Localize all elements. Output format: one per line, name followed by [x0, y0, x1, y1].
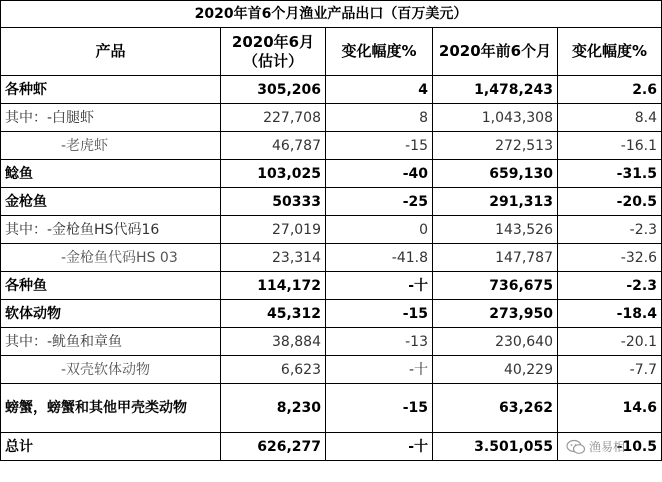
row-change-2: 14.6 [558, 384, 662, 433]
table-row [1, 76, 662, 104]
row-june: 626,277 [221, 433, 326, 461]
header-change-2: 变化幅度% [558, 28, 662, 76]
row-change-1: -十 [326, 356, 433, 384]
row-name: -金枪鱼代码HS 03 [1, 244, 221, 272]
watermark-text: 渔易相 [589, 440, 626, 454]
row-change-1: -十 [326, 433, 433, 461]
row-name: -老虎虾 [1, 132, 221, 160]
table-row [1, 216, 662, 244]
row-name: 其中：-鱿鱼和章鱼 [1, 328, 221, 356]
row-change-2: -7.7 [558, 356, 662, 384]
table-row [1, 356, 662, 384]
row-name: 其中：-白腿虾 [1, 104, 221, 132]
row-change-2: 2.6 [558, 76, 662, 104]
row-first-6: 3.501,055 [433, 433, 558, 461]
row-first-6: 1,478,243 [433, 76, 558, 104]
row-change-2: -16.1 [558, 132, 662, 160]
row-change-2: -18.4 [558, 300, 662, 328]
row-june: 114,172 [221, 272, 326, 300]
row-change-1: -40 [326, 160, 433, 188]
row-june: 305,206 [221, 76, 326, 104]
table-row [1, 272, 662, 300]
wechat-icon [566, 439, 586, 455]
row-name: 各种虾 [1, 76, 221, 104]
row-name: 总计 [1, 433, 221, 461]
row-june: 27,019 [221, 216, 326, 244]
row-change-1: 0 [326, 216, 433, 244]
row-change-2: -20.1 [558, 328, 662, 356]
row-first-6: 230,640 [433, 328, 558, 356]
table-row [1, 300, 662, 328]
row-change-2: -20.5 [558, 188, 662, 216]
table-row [1, 328, 662, 356]
table-row [1, 132, 662, 160]
row-first-6: 273,950 [433, 300, 558, 328]
row-change-2: 8.4 [558, 104, 662, 132]
row-first-6: 659,130 [433, 160, 558, 188]
row-name: 各种鱼 [1, 272, 221, 300]
row-june: 46,787 [221, 132, 326, 160]
row-first-6: 143,526 [433, 216, 558, 244]
row-name: 螃蟹，螃蟹和其他甲壳类动物 [1, 384, 221, 433]
header-june-2020: 2020年6月（估计） [221, 28, 326, 76]
row-change-2: -2.3 [558, 216, 662, 244]
row-name: 鲶鱼 [1, 160, 221, 188]
row-first-6: 291,313 [433, 188, 558, 216]
table-row [1, 160, 662, 188]
row-change-2: -31.5 [558, 160, 662, 188]
row-june: 103,025 [221, 160, 326, 188]
row-change-2: -2.3 [558, 272, 662, 300]
row-first-6: 1,043,308 [433, 104, 558, 132]
watermark [566, 438, 625, 455]
table-row [1, 188, 662, 216]
table-row [1, 384, 662, 433]
row-first-6: 40,229 [433, 356, 558, 384]
row-name: 金枪鱼 [1, 188, 221, 216]
row-change-1: 4 [326, 76, 433, 104]
row-first-6: 63,262 [433, 384, 558, 433]
row-june: 50333 [221, 188, 326, 216]
row-first-6: 736,675 [433, 272, 558, 300]
table-row [1, 244, 662, 272]
row-change-1: -25 [326, 188, 433, 216]
header-first-6-months: 2020年前6个月 [433, 28, 558, 76]
row-name: -双壳软体动物 [1, 356, 221, 384]
row-change-1: -41.8 [326, 244, 433, 272]
row-june: 227,708 [221, 104, 326, 132]
row-change-1: -十 [326, 272, 433, 300]
row-first-6: 147,787 [433, 244, 558, 272]
header-product: 产品 [1, 28, 221, 76]
table-row [1, 433, 662, 461]
row-june: 8,230 [221, 384, 326, 433]
table-title: 2020年首6个月渔业产品出口（百万美元） [1, 1, 662, 28]
row-name: 其中：-金枪鱼HS代码16 [1, 216, 221, 244]
row-name: 软体动物 [1, 300, 221, 328]
row-change-1: -15 [326, 132, 433, 160]
row-change-1: -13 [326, 328, 433, 356]
row-change-2: -10.5 [558, 433, 662, 461]
row-june: 45,312 [221, 300, 326, 328]
row-change-2: -32.6 [558, 244, 662, 272]
row-change-1: -15 [326, 300, 433, 328]
row-june: 23,314 [221, 244, 326, 272]
row-change-1: 8 [326, 104, 433, 132]
row-june: 38,884 [221, 328, 326, 356]
row-change-1: -15 [326, 384, 433, 433]
row-first-6: 272,513 [433, 132, 558, 160]
header-change-1: 变化幅度% [326, 28, 433, 76]
row-june: 6,623 [221, 356, 326, 384]
table-row [1, 104, 662, 132]
